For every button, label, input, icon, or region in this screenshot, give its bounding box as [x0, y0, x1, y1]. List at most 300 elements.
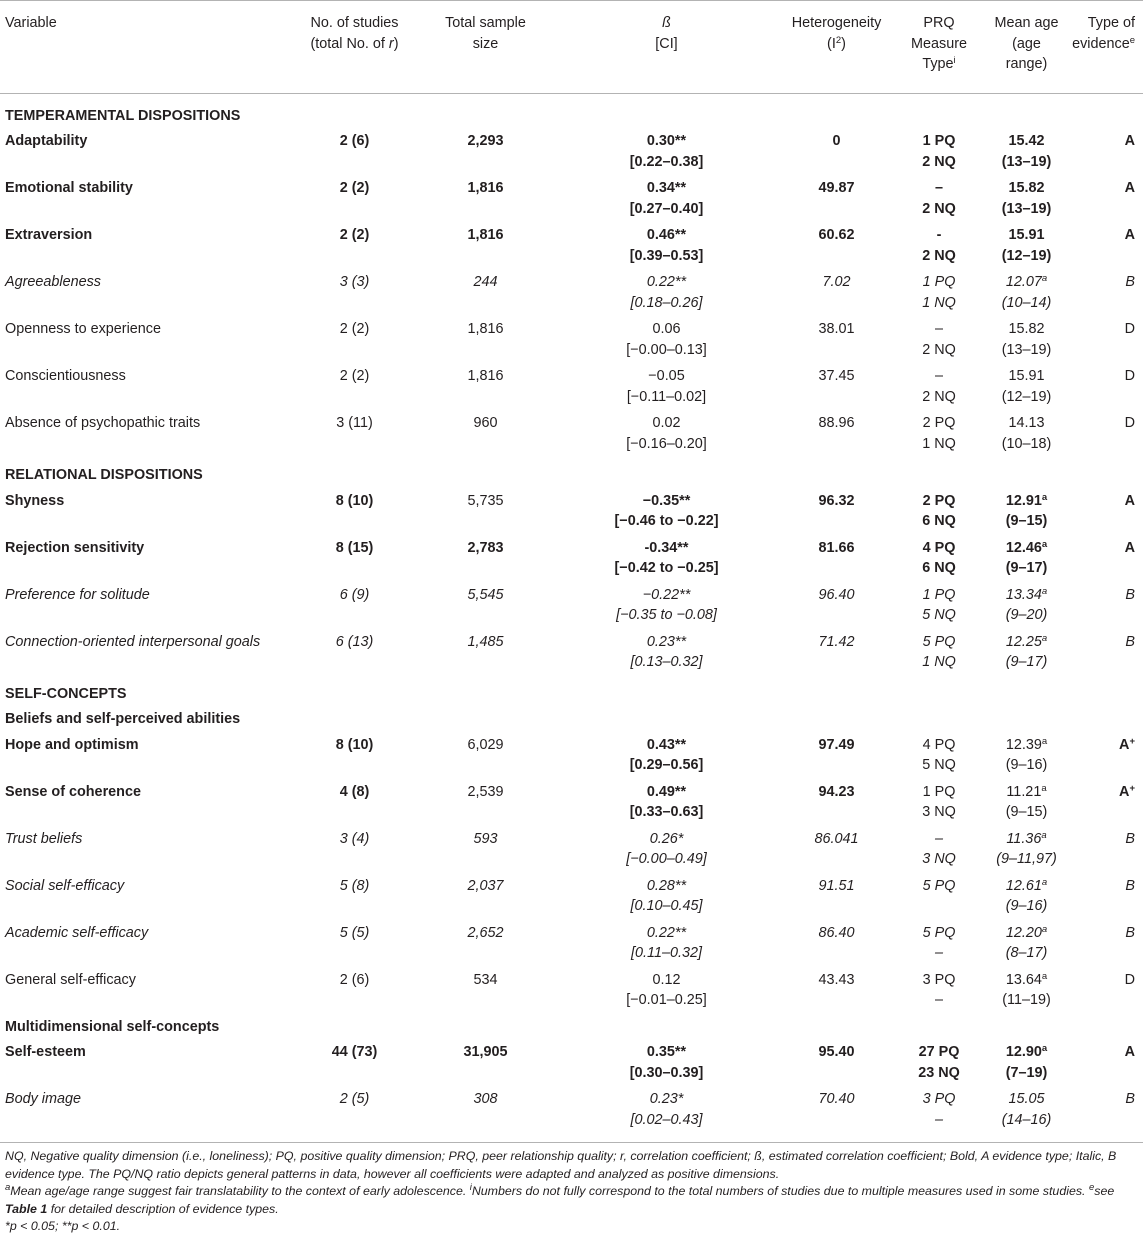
cell-evidence [1069, 1089, 1143, 1143]
table-row [0, 413, 1143, 460]
evidence-type: D [1124, 971, 1135, 988]
prq-line-1: 2 PQ [922, 492, 956, 509]
cell-age [984, 829, 1069, 876]
mean-age: 11.21 [1006, 783, 1042, 800]
evidence-type: A [1124, 539, 1135, 556]
subsection-title: Beliefs and self-perceived abilities [5, 711, 241, 727]
cell-prq [894, 178, 984, 225]
table-row [0, 319, 1143, 366]
cell-heterogeneity: 96.40 [818, 586, 855, 603]
mean-age: 11.36 [1006, 830, 1042, 847]
cell-variable: Extraversion [5, 227, 93, 243]
cell-variable: Trust beliefs [5, 830, 83, 847]
cell-heterogeneity: 96.32 [818, 492, 855, 509]
cell-sample: 5,545 [467, 586, 504, 603]
table-row [0, 1089, 1143, 1143]
age-range: (9–15) [1005, 804, 1048, 820]
evidence-type: A [1124, 180, 1135, 196]
cell-prq [894, 829, 984, 876]
cell-studies: 5 (5) [339, 924, 370, 941]
cell-sample: 31,905 [463, 1044, 508, 1060]
cell-studies: 3 (4) [339, 830, 370, 847]
section-title: SELF-CONCEPTS [5, 685, 127, 702]
section-header [0, 93, 1143, 131]
cell-age [984, 923, 1069, 970]
cell-variable: Absence of psychopathic traits [5, 415, 201, 431]
age-range: (11–19) [1002, 992, 1051, 1008]
mean-age: 12.25 [1005, 633, 1042, 650]
prq-line-2: 2 NQ [922, 341, 956, 358]
table-row [0, 225, 1143, 272]
age-range: (9–15) [1005, 513, 1048, 529]
cell-beta [554, 632, 779, 679]
cell-prq [894, 538, 984, 585]
cell-beta [554, 829, 779, 876]
cell-prq [894, 923, 984, 970]
age-range: (9–16) [1005, 757, 1048, 773]
mean-age: 15.42 [1008, 133, 1045, 149]
evidence-type: B [1125, 830, 1135, 847]
mean-age: 15.05 [1008, 1091, 1045, 1107]
cell-variable: Emotional stability [5, 180, 133, 196]
prq-line-2: 2 NQ [922, 247, 956, 264]
evidence-type: A [1124, 492, 1135, 509]
evidence-type: B [1125, 877, 1135, 894]
cell-evidence [1069, 585, 1143, 632]
beta-ci: [−0.00–0.13] [626, 341, 707, 358]
header-variable: Variable [0, 1, 292, 94]
cell-evidence [1069, 632, 1143, 679]
header-row [0, 1, 1143, 94]
beta-value: 0.35** [646, 1044, 687, 1060]
cell-sample: 2,293 [467, 133, 504, 149]
prq-line-2: 3 NQ [922, 851, 956, 867]
table-row [0, 735, 1143, 782]
cell-sample: 308 [417, 1089, 554, 1143]
beta-value: 0.23** [646, 633, 687, 650]
cell-sample: 244 [473, 274, 498, 290]
cell-age [984, 876, 1069, 923]
table-row [0, 876, 1143, 923]
cell-variable: Openness to experience [5, 321, 161, 337]
cell-beta [554, 319, 779, 366]
cell-variable: Shyness [5, 492, 65, 509]
cell-beta [554, 1042, 779, 1089]
cell-prq [894, 970, 984, 1017]
prq-line-1: 1 PQ [922, 783, 956, 800]
prq-line-2: 6 NQ [922, 513, 956, 529]
prq-line-2: 2 NQ [922, 388, 956, 405]
table-row [0, 1042, 1143, 1089]
cell-sample: 2,783 [467, 539, 504, 556]
beta-ci: [0.02–0.43] [630, 1111, 703, 1128]
mean-age: 15.91 [1008, 368, 1045, 384]
cell-age [984, 970, 1069, 1017]
beta-value: 0.22** [646, 924, 687, 941]
beta-ci: [0.18–0.26] [630, 294, 703, 311]
cell-heterogeneity: 37.45 [818, 368, 855, 384]
cell-beta [554, 876, 779, 923]
table-row [0, 491, 1143, 538]
cell-variable: Preference for solitude [5, 586, 150, 603]
age-footnote: a [1041, 273, 1048, 284]
cell-variable: Conscientiousness [5, 368, 126, 384]
cell-evidence [1069, 131, 1143, 178]
prq-line-2: – [934, 1111, 943, 1128]
subsection-header [0, 1017, 1143, 1043]
age-footnote: a [1041, 970, 1048, 982]
beta-ci: [0.11–0.32] [631, 945, 702, 961]
cell-beta [554, 366, 779, 413]
cell-variable: General self-efficacy [5, 971, 136, 988]
cell-studies: 44 (73) [331, 1044, 378, 1060]
cell-age [984, 413, 1069, 460]
cell-age [984, 782, 1069, 829]
evidence-type: A [1124, 133, 1135, 149]
cell-evidence [1069, 1042, 1143, 1089]
age-range: (12–19) [1001, 247, 1052, 264]
age-range: (7–19) [1005, 1064, 1048, 1081]
beta-value: 0.34** [646, 180, 687, 196]
cell-heterogeneity: 91.51 [818, 877, 855, 894]
mean-age: 12.90 [1005, 1044, 1042, 1060]
subsection-title: Multidimensional self-concepts [5, 1018, 220, 1035]
mean-age: 12.91 [1005, 492, 1042, 509]
cell-prq [894, 272, 984, 319]
age-range: (9–16) [1005, 898, 1048, 914]
prq-line-2: 5 NQ [922, 607, 956, 623]
prq-line-1: 2 PQ [922, 415, 956, 431]
beta-ci: [−0.11–0.02] [626, 388, 707, 405]
cell-evidence [1069, 366, 1143, 413]
beta-value: -0.34** [644, 539, 689, 556]
cell-beta [554, 538, 779, 585]
mean-age: 12.07 [1005, 274, 1042, 290]
prq-line-2: 1 NQ [922, 294, 956, 311]
cell-heterogeneity: 81.66 [818, 539, 855, 556]
table-row [0, 970, 1143, 1017]
beta-ci: [−0.46 to −0.22] [614, 513, 719, 529]
evidence-type: A [1124, 1044, 1135, 1060]
age-range: (10–14) [1001, 294, 1052, 311]
cell-variable: Body image [0, 1089, 292, 1143]
cell-beta [554, 413, 779, 460]
cell-sample: 1,485 [467, 633, 504, 650]
table-row [0, 585, 1143, 632]
cell-prq [894, 735, 984, 782]
subsection-header [0, 709, 1143, 735]
mean-age: 12.39 [1005, 736, 1042, 753]
evidence-type: D [1124, 321, 1135, 337]
age-range: (13–19) [1001, 341, 1052, 358]
prq-line-1: 5 PQ [922, 877, 956, 894]
cell-evidence [1069, 735, 1143, 782]
cell-prq [894, 225, 984, 272]
cell-age [984, 491, 1069, 538]
cell-prq [894, 1089, 984, 1143]
cell-sample: 2,037 [467, 877, 504, 894]
cell-variable: Self-esteem [5, 1044, 86, 1060]
table-row [0, 782, 1143, 829]
prq-line-2: 23 NQ [918, 1064, 960, 1081]
cell-sample: 2,539 [467, 783, 504, 800]
cell-evidence [1069, 970, 1143, 1017]
cell-variable: Agreeableness [5, 274, 102, 290]
prq-line-1: 3 PQ [922, 1091, 956, 1107]
cell-studies: 2 (2) [339, 227, 370, 243]
section-header [0, 679, 1143, 710]
age-range: (9–20) [1005, 607, 1048, 623]
header-sample: Total sample size [417, 1, 554, 94]
beta-ci: [−0.35 to −0.08] [616, 607, 717, 623]
cell-variable: Adaptability [5, 133, 88, 149]
prq-line-1: 1 PQ [922, 586, 956, 603]
cell-evidence [1069, 413, 1143, 460]
cell-sample: 6,029 [467, 736, 504, 753]
age-footnote: a [1041, 782, 1047, 794]
cell-beta [554, 272, 779, 319]
cell-age [984, 319, 1069, 366]
prq-line-2: 2 NQ [922, 200, 956, 217]
prq-line-1: 27 PQ [918, 1044, 960, 1060]
prq-line-2: 1 NQ [922, 654, 956, 670]
mean-age: 14.13 [1008, 415, 1045, 431]
table-row [0, 131, 1143, 178]
prq-line-1: - [936, 227, 942, 243]
cell-sample: 593 [473, 830, 498, 847]
table-row [0, 923, 1143, 970]
cell-studies: 6 (13) [335, 633, 374, 650]
age-range: (8–17) [1005, 945, 1048, 961]
prq-line-2: – [934, 992, 943, 1008]
table-1-link[interactable]: Table 1 [5, 1201, 48, 1216]
prq-line-2: 6 NQ [922, 560, 956, 576]
cell-studies: 8 (15) [335, 539, 374, 556]
cell-studies: 3 (3) [339, 274, 370, 290]
cell-studies: 2 (6) [339, 971, 370, 988]
cell-evidence [1069, 319, 1143, 366]
cell-evidence [1069, 178, 1143, 225]
cell-heterogeneity: 38.01 [818, 321, 855, 337]
cell-studies: 2 (2) [339, 321, 370, 337]
cell-beta [554, 735, 779, 782]
cell-beta [554, 782, 779, 829]
beta-ci: [0.22–0.38] [629, 153, 704, 170]
age-footnote: a [1041, 735, 1048, 747]
beta-ci: [0.10–0.45] [630, 898, 703, 914]
prq-line-1: 5 PQ [922, 633, 956, 650]
cell-sample: 1,816 [467, 368, 504, 384]
cell-evidence [1069, 272, 1143, 319]
mean-age: 13.34 [1005, 586, 1042, 603]
beta-ci: [0.13–0.32] [630, 654, 703, 670]
cell-beta [554, 923, 779, 970]
evidence-type: B [1125, 633, 1135, 650]
age-range: (9–11,97) [996, 851, 1057, 867]
section-header [0, 460, 1143, 491]
table-row [0, 632, 1143, 679]
prq-line-2: 5 NQ [922, 757, 956, 773]
prq-line-1: 4 PQ [922, 736, 956, 753]
beta-value: 0.46** [646, 227, 687, 243]
cell-prq [894, 585, 984, 632]
age-footnote: a [1041, 585, 1048, 597]
cell-prq [894, 632, 984, 679]
mean-age: 12.20 [1005, 924, 1042, 941]
cell-evidence [1069, 491, 1143, 538]
cell-prq [894, 491, 984, 538]
header-beta: ß [CI] [554, 1, 779, 94]
header-prq: PRQ Measure Type$^i$ [894, 1, 984, 94]
cell-evidence [1069, 225, 1143, 272]
cell-variable: Rejection sensitivity [5, 539, 145, 556]
header-age: Mean age (age range) [984, 1, 1069, 94]
cell-sample: 2,652 [467, 924, 504, 941]
cell-evidence [1069, 538, 1143, 585]
cell-age [984, 225, 1069, 272]
evidence-type: A [1119, 783, 1130, 800]
header-evidence: Type of evidence$^e$ [1069, 1, 1143, 94]
cell-prq [894, 319, 984, 366]
cell-beta [554, 970, 779, 1017]
cell-evidence [1069, 782, 1143, 829]
evidence-sup: + [1129, 782, 1135, 794]
beta-value: 0.49** [646, 783, 687, 800]
beta-ci: [−0.01–0.25] [626, 992, 707, 1008]
age-range: (10–18) [1001, 435, 1052, 452]
cell-prq [894, 876, 984, 923]
mean-age: 15.82 [1008, 180, 1045, 196]
beta-value: 0.23* [649, 1091, 684, 1107]
beta-value: −0.35** [642, 492, 691, 509]
beta-value: 0.22** [646, 274, 687, 290]
cell-evidence [1069, 829, 1143, 876]
cell-prq [894, 782, 984, 829]
cell-sample: 1,816 [467, 321, 504, 337]
prq-line-1: – [934, 321, 943, 337]
age-range: (13–19) [1001, 200, 1052, 217]
beta-ci: [0.33–0.63] [629, 804, 704, 820]
note-significance: *p < 0.05; **p < 0.01. [5, 1219, 121, 1233]
evidence-type: B [1125, 274, 1135, 290]
cell-heterogeneity: 88.96 [818, 415, 855, 431]
mean-age: 15.91 [1008, 227, 1045, 243]
cell-studies: 5 (8) [339, 877, 370, 894]
cell-age [984, 585, 1069, 632]
cell-beta [554, 131, 779, 178]
evidence-type: A [1124, 227, 1135, 243]
evidence-sup: + [1129, 735, 1135, 747]
beta-ci: [−0.00–0.49] [626, 851, 707, 867]
cell-beta [554, 178, 779, 225]
cell-studies: 4 (8) [339, 783, 370, 800]
age-footnote: a [1041, 491, 1048, 503]
beta-ci: [0.39–0.53] [629, 247, 704, 264]
beta-value: 0.30** [646, 133, 687, 149]
evidence-type: B [1125, 924, 1135, 941]
beta-value: 0.12 [652, 971, 681, 988]
age-footnote: a [1041, 632, 1048, 644]
cell-heterogeneity: 43.43 [818, 971, 855, 988]
age-footnote: a [1041, 1043, 1048, 1054]
table-notes [5, 1148, 1135, 1236]
prq-line-1: – [934, 830, 943, 847]
cell-sample: 960 [473, 415, 498, 431]
beta-value: 0.06 [652, 321, 681, 337]
prq-line-1: 1 PQ [922, 133, 956, 149]
cell-sample: 534 [473, 971, 498, 988]
cell-studies: 2 (2) [339, 368, 370, 384]
evidence-type: A [1119, 736, 1130, 753]
cell-prq [894, 366, 984, 413]
cell-beta [554, 491, 779, 538]
section-title: TEMPERAMENTAL DISPOSITIONS [5, 107, 241, 124]
cell-variable: Hope and optimism [5, 736, 139, 753]
evidence-type: D [1124, 368, 1135, 384]
cell-beta [554, 1089, 779, 1143]
cell-prq [894, 1042, 984, 1089]
cell-age [984, 1042, 1069, 1089]
beta-value: 0.26* [649, 830, 684, 847]
cell-heterogeneity: 95.40 [818, 1044, 855, 1060]
cell-sample: 5,735 [467, 492, 504, 509]
cell-age [984, 366, 1069, 413]
cell-age [984, 538, 1069, 585]
age-footnote: a [1041, 923, 1048, 935]
note-footnotes: $^a$Mean age/age range suggest fair translatability to the context of early adolescence. $^i$Numbers do not fully correspond to the total numbers of studies due to multiple measures used in some studies. $^e$see Table 1 for detailed description of evidence types. [5, 1182, 1115, 1216]
beta-ci: [0.29–0.56] [629, 757, 704, 773]
cell-studies: 2 (2) [339, 180, 370, 196]
evidence-type: B [1125, 586, 1135, 603]
mean-age: 12.61 [1005, 877, 1042, 894]
cell-variable: Social self-efficacy [5, 877, 125, 894]
cell-age [984, 1089, 1069, 1143]
cell-age [984, 131, 1069, 178]
cell-evidence [1069, 923, 1143, 970]
table-row [0, 178, 1143, 225]
cell-variable: Sense of coherence [5, 783, 141, 800]
cell-heterogeneity: 97.49 [818, 736, 855, 753]
beta-value: 0.02 [652, 415, 681, 431]
cell-heterogeneity: 86.041 [814, 830, 859, 847]
beta-value: 0.28** [646, 877, 687, 894]
prq-line-2: – [934, 945, 943, 961]
beta-value: −0.22** [642, 586, 691, 603]
cell-variable: Academic self-efficacy [5, 924, 149, 941]
cell-heterogeneity: 7.02 [822, 274, 851, 290]
cell-studies: 2 (6) [339, 133, 370, 149]
cell-sample: 1,816 [467, 180, 504, 196]
beta-ci: [0.30–0.39] [629, 1064, 704, 1081]
cell-sample: 1,816 [467, 227, 504, 243]
table-row [0, 829, 1143, 876]
prq-line-2: 1 NQ [922, 435, 956, 452]
cell-age [984, 632, 1069, 679]
evidence-type: D [1124, 415, 1135, 431]
header-heterogeneity: Heterogeneity $(I^2)$ [779, 1, 894, 94]
beta-value: −0.05 [648, 368, 685, 384]
section-title: RELATIONAL DISPOSITIONS [5, 467, 203, 483]
table-body [0, 93, 1143, 1143]
age-range: (9–17) [1005, 654, 1048, 670]
cell-heterogeneity: 86.40 [818, 924, 855, 941]
cell-prq [894, 413, 984, 460]
cell-age [984, 735, 1069, 782]
prq-line-2: 3 NQ [922, 804, 956, 820]
table-row [0, 272, 1143, 319]
prq-line-1: 3 PQ [922, 971, 956, 988]
cell-studies: 8 (10) [335, 736, 374, 753]
